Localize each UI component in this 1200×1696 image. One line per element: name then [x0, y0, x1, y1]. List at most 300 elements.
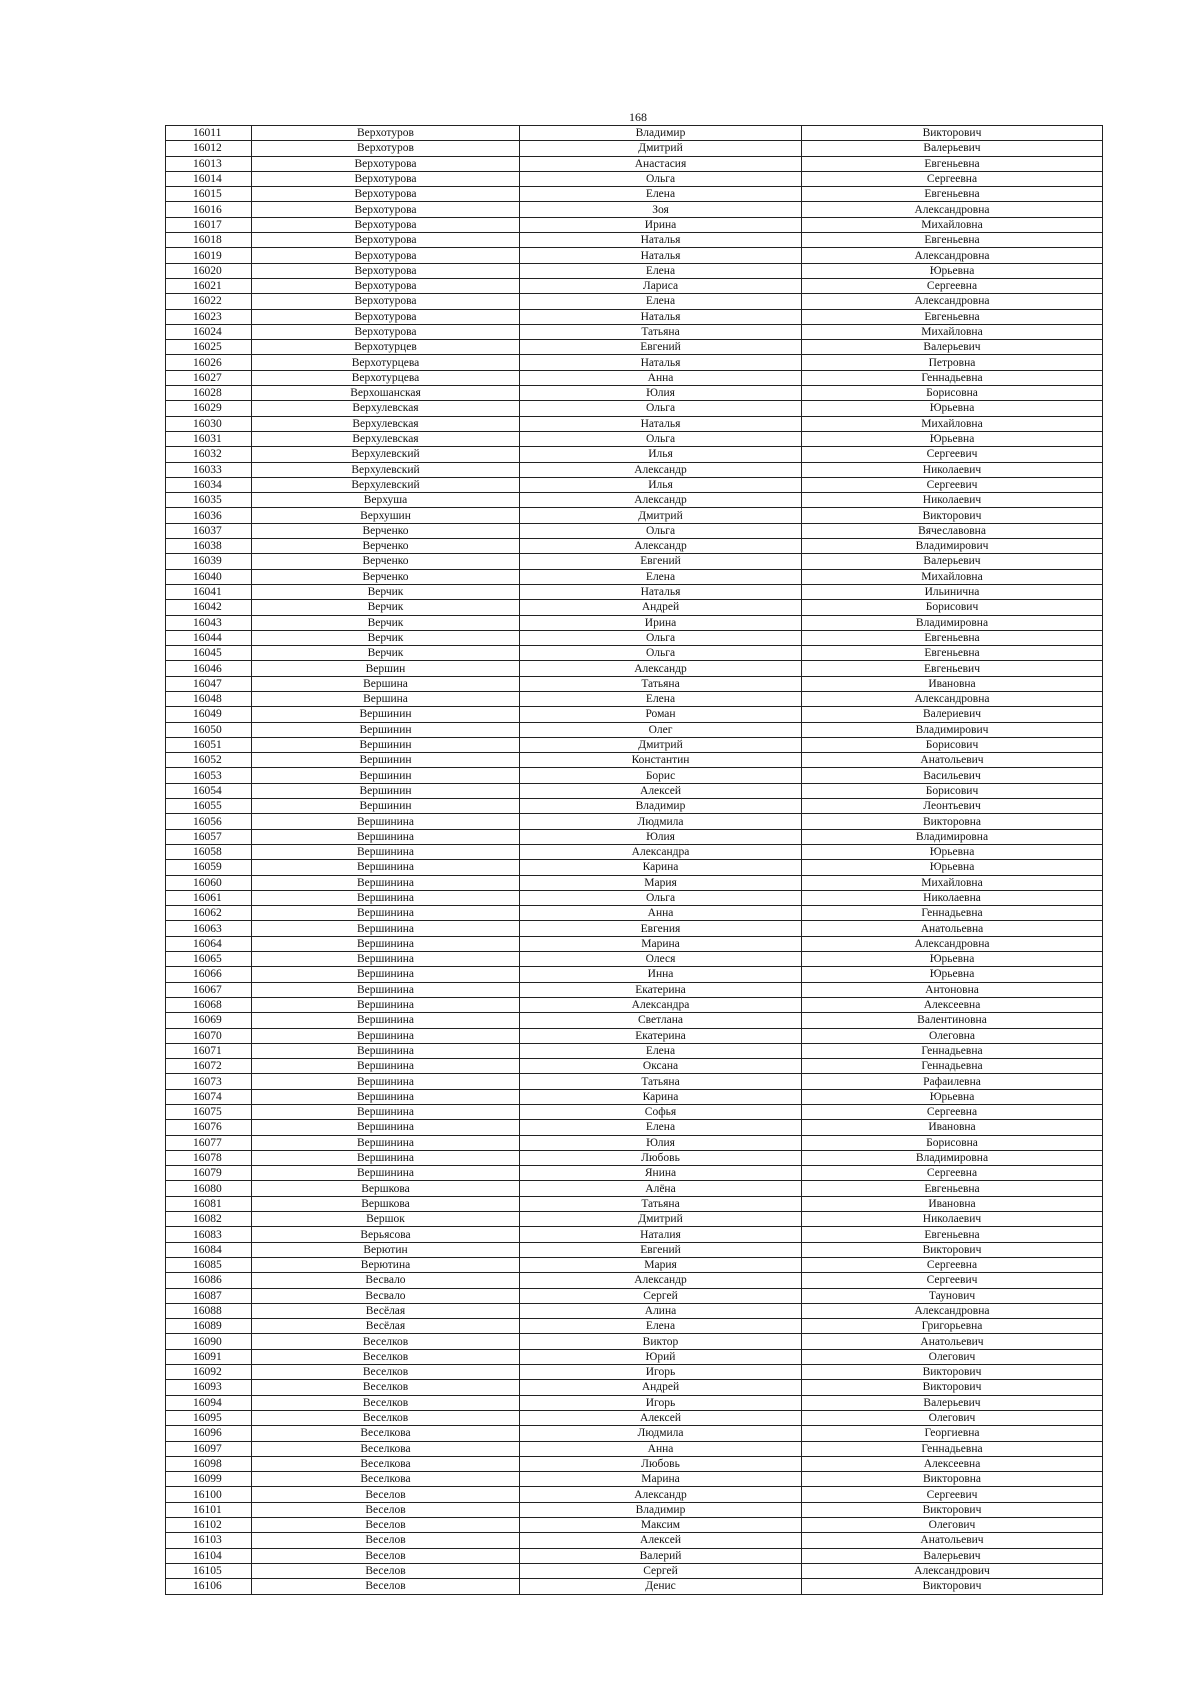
first-name-cell: Елена	[520, 1120, 802, 1135]
table-row	[166, 569, 1103, 584]
surname-cell: Веселов	[252, 1563, 520, 1578]
first-name-cell: Татьяна	[520, 324, 802, 339]
first-name-cell: Мария	[520, 875, 802, 890]
first-name-cell: Людмила	[520, 814, 802, 829]
row-number-cell: 16017	[166, 217, 252, 232]
table-row	[166, 722, 1103, 737]
surname-cell: Вершинин	[252, 707, 520, 722]
patronymic-cell: Ивановна	[802, 1120, 1103, 1135]
surname-cell: Верьясова	[252, 1227, 520, 1242]
row-number-cell: 16012	[166, 141, 252, 156]
patronymic-cell: Викторович	[802, 508, 1103, 523]
first-name-cell: Игорь	[520, 1365, 802, 1380]
surname-cell: Верчик	[252, 584, 520, 599]
surname-cell: Вершина	[252, 691, 520, 706]
row-number-cell: 16061	[166, 890, 252, 905]
first-name-cell: Лариса	[520, 278, 802, 293]
surname-cell: Верхотурова	[252, 156, 520, 171]
table-row	[166, 676, 1103, 691]
surname-cell: Верхотурцев	[252, 340, 520, 355]
surname-cell: Вершинина	[252, 1135, 520, 1150]
row-number-cell: 16034	[166, 477, 252, 492]
table-row	[166, 1456, 1103, 1471]
table-row	[166, 171, 1103, 186]
table-row	[166, 936, 1103, 951]
row-number-cell: 16060	[166, 875, 252, 890]
patronymic-cell: Александровна	[802, 202, 1103, 217]
row-number-cell: 16045	[166, 646, 252, 661]
surname-cell: Вершинина	[252, 844, 520, 859]
surname-cell: Верчик	[252, 600, 520, 615]
row-number-cell: 16091	[166, 1349, 252, 1364]
table-row	[166, 493, 1103, 508]
patronymic-cell: Геннадьевна	[802, 370, 1103, 385]
patronymic-cell: Евгеньевич	[802, 661, 1103, 676]
first-name-cell: Евгения	[520, 921, 802, 936]
surname-cell: Веселков	[252, 1365, 520, 1380]
surname-cell: Верхотурова	[252, 202, 520, 217]
patronymic-cell: Викторович	[802, 1242, 1103, 1257]
first-name-cell: Елена	[520, 263, 802, 278]
row-number-cell: 16067	[166, 982, 252, 997]
patronymic-cell: Сергеевна	[802, 171, 1103, 186]
row-number-cell: 16022	[166, 294, 252, 309]
page-number: 168	[629, 110, 647, 124]
first-name-cell: Ольга	[520, 630, 802, 645]
first-name-cell: Елена	[520, 1319, 802, 1334]
table-row	[166, 1242, 1103, 1257]
first-name-cell: Карина	[520, 860, 802, 875]
roster-table	[165, 125, 1103, 1595]
row-number-cell: 16058	[166, 844, 252, 859]
first-name-cell: Дмитрий	[520, 737, 802, 752]
first-name-cell: Наталья	[520, 584, 802, 599]
row-number-cell: 16076	[166, 1120, 252, 1135]
patronymic-cell: Евгеньевна	[802, 156, 1103, 171]
surname-cell: Веселкова	[252, 1456, 520, 1471]
table-row	[166, 783, 1103, 798]
row-number-cell: 16032	[166, 447, 252, 462]
surname-cell: Веселков	[252, 1349, 520, 1364]
table-row	[166, 1257, 1103, 1272]
surname-cell: Веселков	[252, 1380, 520, 1395]
first-name-cell: Евгений	[520, 1242, 802, 1257]
first-name-cell: Наталья	[520, 416, 802, 431]
first-name-cell: Александр	[520, 462, 802, 477]
table-row	[166, 1349, 1103, 1364]
row-number-cell: 16043	[166, 615, 252, 630]
table-row	[166, 814, 1103, 829]
table-row	[166, 829, 1103, 844]
first-name-cell: Максим	[520, 1518, 802, 1533]
row-number-cell: 16068	[166, 997, 252, 1012]
surname-cell: Вершинина	[252, 1074, 520, 1089]
surname-cell: Верхотурова	[252, 171, 520, 186]
surname-cell: Верченко	[252, 539, 520, 554]
row-number-cell: 16088	[166, 1303, 252, 1318]
patronymic-cell: Валериевич	[802, 707, 1103, 722]
row-number-cell: 16079	[166, 1166, 252, 1181]
first-name-cell: Ольга	[520, 890, 802, 905]
surname-cell: Верютин	[252, 1242, 520, 1257]
first-name-cell: Юлия	[520, 1135, 802, 1150]
table-row	[166, 248, 1103, 263]
table-row	[166, 1166, 1103, 1181]
table-row	[166, 1074, 1103, 1089]
table-row	[166, 799, 1103, 814]
surname-cell: Веселкова	[252, 1472, 520, 1487]
patronymic-cell: Сергеевна	[802, 1257, 1103, 1272]
row-number-cell: 16057	[166, 829, 252, 844]
patronymic-cell: Евгеньевна	[802, 1227, 1103, 1242]
patronymic-cell: Евгеньевна	[802, 646, 1103, 661]
patronymic-cell: Юрьевна	[802, 844, 1103, 859]
surname-cell: Верхотурова	[252, 263, 520, 278]
first-name-cell: Андрей	[520, 1380, 802, 1395]
first-name-cell: Оксана	[520, 1059, 802, 1074]
row-number-cell: 16106	[166, 1579, 252, 1594]
row-number-cell: 16084	[166, 1242, 252, 1257]
patronymic-cell: Сергеевич	[802, 477, 1103, 492]
table-row	[166, 554, 1103, 569]
row-number-cell: 16095	[166, 1410, 252, 1425]
patronymic-cell: Ильинична	[802, 584, 1103, 599]
patronymic-cell: Владимировна	[802, 829, 1103, 844]
surname-cell: Вершинин	[252, 737, 520, 752]
first-name-cell: Анна	[520, 906, 802, 921]
row-number-cell: 16056	[166, 814, 252, 829]
first-name-cell: Алексей	[520, 1533, 802, 1548]
table-row	[166, 1380, 1103, 1395]
patronymic-cell: Борисовна	[802, 386, 1103, 401]
first-name-cell: Наталья	[520, 355, 802, 370]
row-number-cell: 16103	[166, 1533, 252, 1548]
patronymic-cell: Анатольевич	[802, 1533, 1103, 1548]
patronymic-cell: Геннадьевна	[802, 1059, 1103, 1074]
first-name-cell: Александр	[520, 1273, 802, 1288]
row-number-cell: 16100	[166, 1487, 252, 1502]
surname-cell: Вершинина	[252, 860, 520, 875]
patronymic-cell: Александрович	[802, 1563, 1103, 1578]
table-row	[166, 1105, 1103, 1120]
surname-cell: Веселов	[252, 1518, 520, 1533]
patronymic-cell: Михайловна	[802, 324, 1103, 339]
surname-cell: Веселов	[252, 1548, 520, 1563]
roster-body	[166, 126, 1103, 1595]
surname-cell: Вершинина	[252, 952, 520, 967]
row-number-cell: 16089	[166, 1319, 252, 1334]
table-row	[166, 294, 1103, 309]
surname-cell: Верхулевская	[252, 431, 520, 446]
surname-cell: Веселков	[252, 1334, 520, 1349]
patronymic-cell: Евгеньевна	[802, 630, 1103, 645]
first-name-cell: Роман	[520, 707, 802, 722]
first-name-cell: Ирина	[520, 217, 802, 232]
patronymic-cell: Григорьевна	[802, 1319, 1103, 1334]
table-row	[166, 508, 1103, 523]
row-number-cell: 16077	[166, 1135, 252, 1150]
patronymic-cell: Сергеевич	[802, 447, 1103, 462]
first-name-cell: Елена	[520, 1043, 802, 1058]
patronymic-cell: Юрьевна	[802, 431, 1103, 446]
table-row	[166, 691, 1103, 706]
row-number-cell: 16052	[166, 753, 252, 768]
patronymic-cell: Борисовна	[802, 1135, 1103, 1150]
first-name-cell: Александр	[520, 661, 802, 676]
table-row	[166, 1028, 1103, 1043]
patronymic-cell: Викторович	[802, 1365, 1103, 1380]
patronymic-cell: Михайловна	[802, 217, 1103, 232]
row-number-cell: 16066	[166, 967, 252, 982]
table-row	[166, 737, 1103, 752]
first-name-cell: Игорь	[520, 1395, 802, 1410]
first-name-cell: Юлия	[520, 386, 802, 401]
surname-cell: Весвало	[252, 1273, 520, 1288]
patronymic-cell: Викторович	[802, 126, 1103, 141]
table-row	[166, 890, 1103, 905]
first-name-cell: Зоя	[520, 202, 802, 217]
row-number-cell: 16036	[166, 508, 252, 523]
patronymic-cell: Вячеславовна	[802, 523, 1103, 538]
first-name-cell: Александр	[520, 539, 802, 554]
table-row	[166, 707, 1103, 722]
row-number-cell: 16038	[166, 539, 252, 554]
surname-cell: Верчик	[252, 615, 520, 630]
row-number-cell: 16048	[166, 691, 252, 706]
row-number-cell: 16051	[166, 737, 252, 752]
patronymic-cell: Юрьевна	[802, 967, 1103, 982]
surname-cell: Вершок	[252, 1212, 520, 1227]
patronymic-cell: Сергеевна	[802, 1166, 1103, 1181]
patronymic-cell: Викторович	[802, 1502, 1103, 1517]
row-number-cell: 16105	[166, 1563, 252, 1578]
surname-cell: Вершинина	[252, 936, 520, 951]
table-row	[166, 1410, 1103, 1425]
table-row	[166, 875, 1103, 890]
table-row	[166, 1518, 1103, 1533]
table-row	[166, 324, 1103, 339]
table-row	[166, 967, 1103, 982]
first-name-cell: Екатерина	[520, 982, 802, 997]
patronymic-cell: Владимирович	[802, 722, 1103, 737]
first-name-cell: Алёна	[520, 1181, 802, 1196]
row-number-cell: 16085	[166, 1257, 252, 1272]
row-number-cell: 16087	[166, 1288, 252, 1303]
row-number-cell: 16101	[166, 1502, 252, 1517]
table-row	[166, 584, 1103, 599]
table-row	[166, 431, 1103, 446]
patronymic-cell: Евгеньевна	[802, 1181, 1103, 1196]
row-number-cell: 16059	[166, 860, 252, 875]
first-name-cell: Ольга	[520, 171, 802, 186]
row-number-cell: 16071	[166, 1043, 252, 1058]
first-name-cell: Инна	[520, 967, 802, 982]
patronymic-cell: Сергеевна	[802, 1105, 1103, 1120]
surname-cell: Вершкова	[252, 1181, 520, 1196]
first-name-cell: Янина	[520, 1166, 802, 1181]
surname-cell: Верченко	[252, 554, 520, 569]
row-number-cell: 16053	[166, 768, 252, 783]
table-row	[166, 477, 1103, 492]
surname-cell: Веселков	[252, 1395, 520, 1410]
surname-cell: Верхулевская	[252, 401, 520, 416]
patronymic-cell: Валентиновна	[802, 1013, 1103, 1028]
row-number-cell: 16040	[166, 569, 252, 584]
first-name-cell: Любовь	[520, 1456, 802, 1471]
row-number-cell: 16039	[166, 554, 252, 569]
row-number-cell: 16081	[166, 1196, 252, 1211]
table-row	[166, 952, 1103, 967]
first-name-cell: Елена	[520, 294, 802, 309]
patronymic-cell: Викторович	[802, 1380, 1103, 1395]
first-name-cell: Алина	[520, 1303, 802, 1318]
first-name-cell: Евгений	[520, 554, 802, 569]
patronymic-cell: Борисович	[802, 783, 1103, 798]
row-number-cell: 16064	[166, 936, 252, 951]
surname-cell: Верхотурцева	[252, 355, 520, 370]
surname-cell: Верхотурова	[252, 309, 520, 324]
row-number-cell: 16080	[166, 1181, 252, 1196]
surname-cell: Вершинина	[252, 1150, 520, 1165]
table-row	[166, 1135, 1103, 1150]
patronymic-cell: Борисович	[802, 737, 1103, 752]
first-name-cell: Сергей	[520, 1563, 802, 1578]
patronymic-cell: Олегович	[802, 1410, 1103, 1425]
table-row	[166, 1181, 1103, 1196]
first-name-cell: Александра	[520, 997, 802, 1012]
surname-cell: Веселкова	[252, 1426, 520, 1441]
table-row	[166, 233, 1103, 248]
table-row	[166, 1150, 1103, 1165]
surname-cell: Верченко	[252, 523, 520, 538]
table-row	[166, 1288, 1103, 1303]
table-row	[166, 1365, 1103, 1380]
table-row	[166, 844, 1103, 859]
patronymic-cell: Леонтьевич	[802, 799, 1103, 814]
first-name-cell: Олеся	[520, 952, 802, 967]
patronymic-cell: Юрьевна	[802, 952, 1103, 967]
surname-cell: Вершин	[252, 661, 520, 676]
first-name-cell: Марина	[520, 1472, 802, 1487]
first-name-cell: Татьяна	[520, 676, 802, 691]
row-number-cell: 16090	[166, 1334, 252, 1349]
surname-cell: Веселов	[252, 1533, 520, 1548]
patronymic-cell: Викторовна	[802, 814, 1103, 829]
first-name-cell: Алексей	[520, 1410, 802, 1425]
row-number-cell: 16033	[166, 462, 252, 477]
surname-cell: Верхуша	[252, 493, 520, 508]
row-number-cell: 16023	[166, 309, 252, 324]
surname-cell: Вершинина	[252, 982, 520, 997]
first-name-cell: Анастасия	[520, 156, 802, 171]
table-row	[166, 661, 1103, 676]
row-number-cell: 16072	[166, 1059, 252, 1074]
row-number-cell: 16092	[166, 1365, 252, 1380]
first-name-cell: Ольга	[520, 431, 802, 446]
table-row	[166, 615, 1103, 630]
surname-cell: Вершинина	[252, 890, 520, 905]
surname-cell: Веселков	[252, 1410, 520, 1425]
patronymic-cell: Васильевич	[802, 768, 1103, 783]
row-number-cell: 16031	[166, 431, 252, 446]
patronymic-cell: Александровна	[802, 294, 1103, 309]
surname-cell: Вершинин	[252, 753, 520, 768]
row-number-cell: 16044	[166, 630, 252, 645]
table-row	[166, 1196, 1103, 1211]
first-name-cell: Дмитрий	[520, 508, 802, 523]
patronymic-cell: Юрьевна	[802, 263, 1103, 278]
first-name-cell: Константин	[520, 753, 802, 768]
row-number-cell: 16097	[166, 1441, 252, 1456]
table-row	[166, 462, 1103, 477]
row-number-cell: 16026	[166, 355, 252, 370]
surname-cell: Верхотурова	[252, 187, 520, 202]
row-number-cell: 16083	[166, 1227, 252, 1242]
row-number-cell: 16075	[166, 1105, 252, 1120]
row-number-cell: 16018	[166, 233, 252, 248]
row-number-cell: 16054	[166, 783, 252, 798]
table-row	[166, 600, 1103, 615]
patronymic-cell: Валерьевич	[802, 554, 1103, 569]
table-row	[166, 906, 1103, 921]
surname-cell: Верхотуров	[252, 141, 520, 156]
surname-cell: Верчик	[252, 646, 520, 661]
patronymic-cell: Александровна	[802, 1303, 1103, 1318]
surname-cell: Вершинина	[252, 1105, 520, 1120]
patronymic-cell: Геннадьевна	[802, 1043, 1103, 1058]
row-number-cell: 16094	[166, 1395, 252, 1410]
surname-cell: Верхушин	[252, 508, 520, 523]
surname-cell: Вершинина	[252, 1043, 520, 1058]
patronymic-cell: Николаевич	[802, 1212, 1103, 1227]
table-row	[166, 921, 1103, 936]
row-number-cell: 16082	[166, 1212, 252, 1227]
first-name-cell: Елена	[520, 691, 802, 706]
table-row	[166, 202, 1103, 217]
table-row	[166, 1319, 1103, 1334]
patronymic-cell: Алексеевна	[802, 997, 1103, 1012]
surname-cell: Верхотурова	[252, 217, 520, 232]
row-number-cell: 16041	[166, 584, 252, 599]
row-number-cell: 16030	[166, 416, 252, 431]
first-name-cell: Александр	[520, 1487, 802, 1502]
surname-cell: Вершинина	[252, 875, 520, 890]
row-number-cell: 16037	[166, 523, 252, 538]
first-name-cell: Татьяна	[520, 1196, 802, 1211]
first-name-cell: Елена	[520, 569, 802, 584]
patronymic-cell: Михайловна	[802, 875, 1103, 890]
table-row	[166, 753, 1103, 768]
surname-cell: Вершинина	[252, 829, 520, 844]
table-row	[166, 217, 1103, 232]
row-number-cell: 16086	[166, 1273, 252, 1288]
first-name-cell: Светлана	[520, 1013, 802, 1028]
patronymic-cell: Евгеньевна	[802, 233, 1103, 248]
first-name-cell: Денис	[520, 1579, 802, 1594]
surname-cell: Верхотурцева	[252, 370, 520, 385]
patronymic-cell: Валерьевич	[802, 141, 1103, 156]
surname-cell: Верютина	[252, 1257, 520, 1272]
row-number-cell: 16029	[166, 401, 252, 416]
row-number-cell: 16025	[166, 340, 252, 355]
first-name-cell: Александр	[520, 493, 802, 508]
first-name-cell: Юлия	[520, 829, 802, 844]
surname-cell: Верхулевский	[252, 462, 520, 477]
table-row	[166, 447, 1103, 462]
surname-cell: Верхулевский	[252, 477, 520, 492]
first-name-cell: Ирина	[520, 615, 802, 630]
patronymic-cell: Николаевна	[802, 890, 1103, 905]
